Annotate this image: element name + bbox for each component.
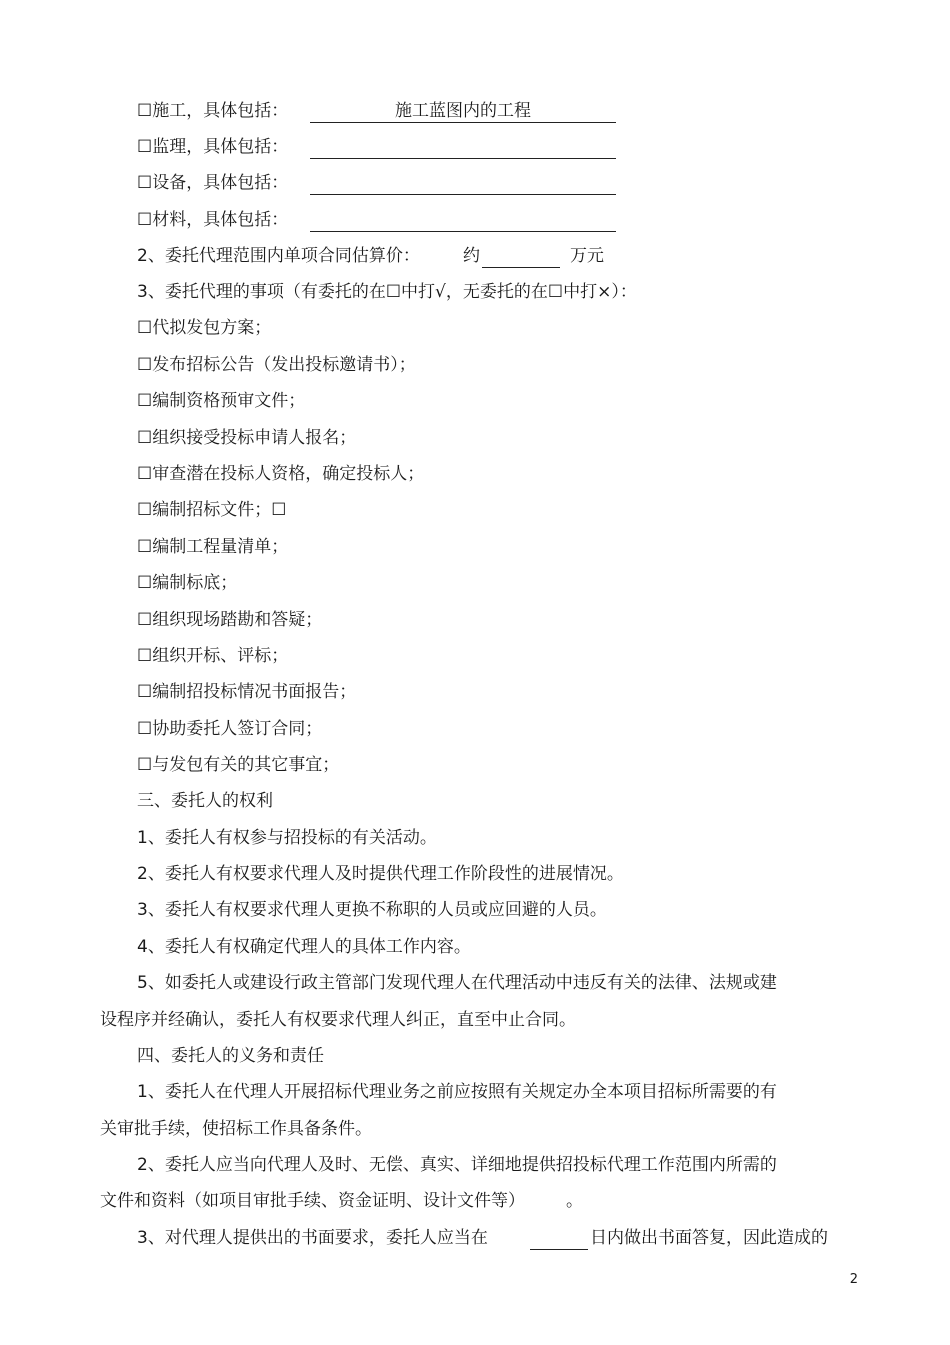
- matter-item: ☐组织现场踏勘和答疑；: [137, 610, 323, 630]
- matter-item: ☐编制招标文件；☐: [137, 500, 287, 520]
- matter-item: ☐组织接受投标申请人报名；: [137, 428, 357, 448]
- matter-item: ☐编制招投标情况书面报告；: [137, 682, 357, 702]
- matter-item: ☐发布招标公告（发出投标邀请书）；: [137, 355, 416, 375]
- estimate-label: 2、委托代理范围内单项合同估算价：: [137, 246, 420, 266]
- matters-intro: 3、委托代理的事项（有委托的在☐中打√，无委托的在☐中打×）：: [137, 282, 637, 302]
- matter-item: ☐编制工程量清单；: [137, 537, 289, 557]
- estimate-value: [482, 245, 560, 268]
- scope-materials-label: ☐材料，具体包括：: [137, 210, 289, 230]
- section-4-p2-line1: 2、委托人应当向代理人及时、无偿、真实、详细地提供招投标代理工作范围内所需的: [137, 1155, 777, 1175]
- section-4-p2-end: 。: [566, 1191, 583, 1211]
- section-4-p3-start: 3、对代理人提供出的书面要求，委托人应当在: [137, 1228, 488, 1248]
- section-3-p5-line1: 5、如委托人或建设行政主管部门发现代理人在代理活动中违反有关的法律、法规或建: [137, 973, 777, 993]
- scope-supervision-label: ☐监理，具体包括：: [137, 137, 289, 157]
- section-4-p2-line2: 文件和资料（如项目审批手续、资金证明、设计文件等）: [100, 1191, 525, 1211]
- scope-construction-value: 施工蓝图内的工程: [310, 100, 616, 123]
- scope-equipment-label: ☐设备，具体包括：: [137, 173, 289, 193]
- matter-item: ☐编制标底；: [137, 573, 238, 593]
- scope-materials-value: [310, 209, 616, 232]
- matter-item: ☐与发包有关的其它事宜；: [137, 755, 340, 775]
- section-3-p5-line2: 设程序并经确认，委托人有权要求代理人纠正，直至中止合同。: [100, 1010, 576, 1030]
- section-3-p4: 4、委托人有权确定代理人的具体工作内容。: [137, 937, 471, 957]
- matter-item: ☐协助委托人签订合同；: [137, 719, 323, 739]
- matter-item: ☐组织开标、评标；: [137, 646, 289, 666]
- scope-equipment-value: [310, 172, 616, 195]
- estimate-approx: 约: [463, 246, 480, 266]
- matter-item: ☐编制资格预审文件；: [137, 391, 306, 411]
- section-4-p3-end: 日内做出书面答复，因此造成的: [590, 1228, 828, 1248]
- section-3-heading: 三、委托人的权利: [137, 791, 273, 811]
- scope-construction-label: ☐施工，具体包括：: [137, 101, 289, 121]
- section-4-p1-line1: 1、委托人在代理人开展招标代理业务之前应按照有关规定办全本项目招标所需要的有: [137, 1082, 777, 1102]
- section-3-p1: 1、委托人有权参与招投标的有关活动。: [137, 828, 437, 848]
- section-4-heading: 四、委托人的义务和责任: [137, 1046, 324, 1066]
- section-4-p1-line2: 关审批手续，使招标工作具备条件。: [100, 1119, 372, 1139]
- section-3-p3: 3、委托人有权要求代理人更换不称职的人员或应回避的人员。: [137, 900, 607, 920]
- section-4-p3-blank: [530, 1227, 588, 1250]
- scope-supervision-value: [310, 136, 616, 159]
- matter-item: ☐代拟发包方案；: [137, 318, 272, 338]
- section-3-p2: 2、委托人有权要求代理人及时提供代理工作阶段性的进展情况。: [137, 864, 624, 884]
- page-number: 2: [849, 1272, 858, 1287]
- estimate-unit: 万元: [570, 246, 604, 266]
- matter-item: ☐审查潜在投标人资格，确定投标人；: [137, 464, 425, 484]
